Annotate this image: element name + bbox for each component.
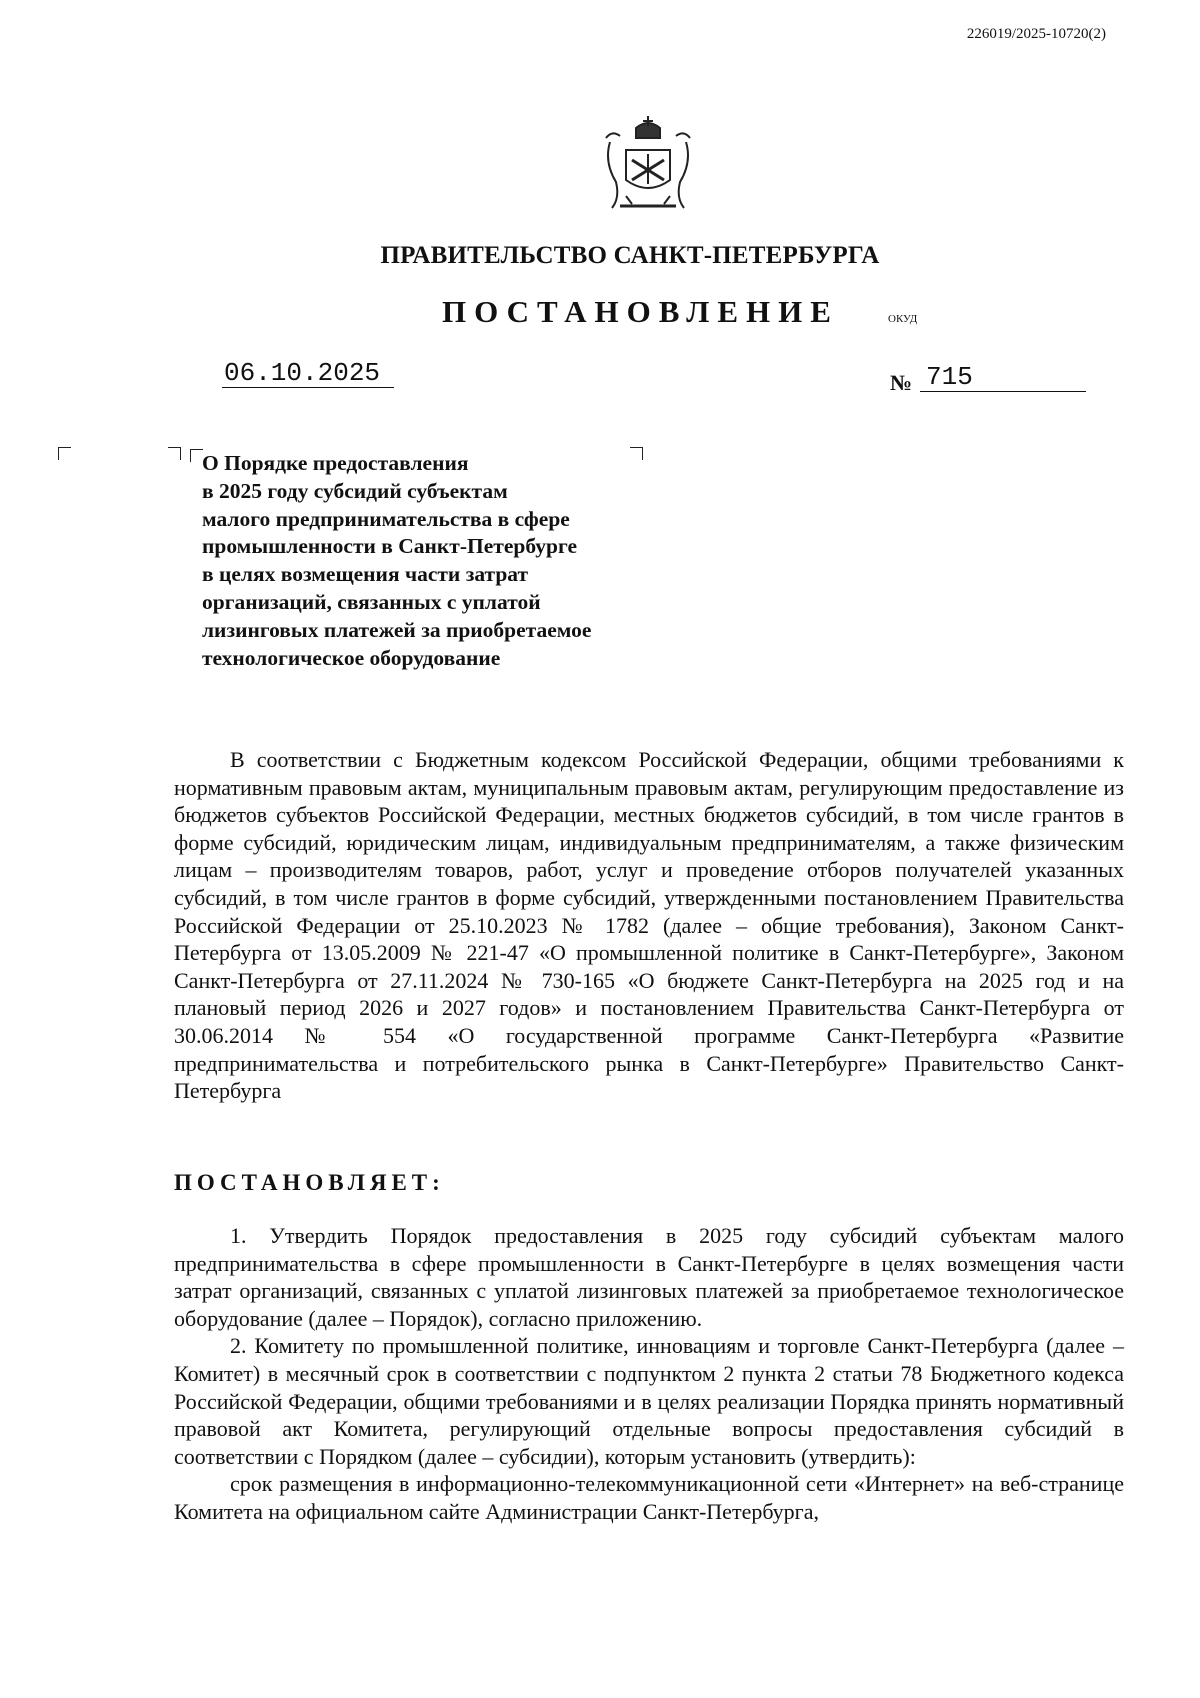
corner-mark — [58, 447, 71, 460]
title-line: лизинговых платежей за приобретаемое — [202, 617, 592, 642]
decree-items — [174, 1222, 1124, 1526]
title-line: технологическое оборудование — [202, 645, 501, 670]
title-line: в целях возмещения части затрат — [202, 562, 529, 587]
document-registration-number: 226019/2025-10720(2) — [966, 26, 1106, 42]
decree-title — [202, 450, 591, 672]
decree-date: 06.10.2025 — [222, 360, 394, 388]
okud-label: ОКУД — [888, 313, 918, 325]
decree-number: 715 — [920, 364, 1086, 392]
corner-mark — [168, 447, 181, 460]
title-line: в 2025 году субсидий субъектам — [202, 478, 508, 503]
title-line: О Порядке предоставления — [202, 451, 469, 475]
coat-of-arms-emblem — [596, 110, 700, 214]
title-line: промышленности в Санкт-Петербурге — [202, 534, 578, 559]
preamble-block — [174, 746, 1124, 1105]
decree-item-2: 2. Комитету по промышленной политике, инновациям и торговле Санкт-Петербурга (далее – Комитет) в месячный срок в соответствии с подпунктом 2 пункта 2 статьи 78 Бюджетного кодекса Российской Федерации, общими требованиями и в целях реализации Порядка принять нормативный правовой акт Комитета, регулирующий отдельные вопросы предоставления субсидий в соответствии с Порядком (далее – субсидии), которым установить (утвердить): — [174, 1333, 1124, 1469]
preamble-paragraph: В соответствии с Бюджетным кодексом Российской Федерации, общими требованиями к нормативным правовым актам, муниципальным правовым актам, регулирующим предоставление из бюджетов субъектов Российской Федерации, местных бюджетов субсидий, в том числе грантов в форме субсидий, юридическим лицам, индивидуальным предпринимателям, а также физическим лицам – производителям товаров, работ, услуг и проведение отборов получателей указанных субсидий, в том числе грантов в форме субсидий, утвержденными постановлением Правительства Российской Федерации от 25.10.2023 № 1782 (далее – общие требования), Законом Санкт-Петербурга от 13.05.2009 № 221-47 «О промышленной политике в Санкт-Петербурге», Законом Санкт-Петербурга от 27.11.2024 № 730-165 «О бюджете Санкт-Петербурга на 2025 год и на плановый период 2026 и 2027 годов» и постановлением Правительства Санкт-Петербурга от 30.06.2014 № 554 «О государственной программе Санкт-Петербурга «Развитие предпринимательства и потребительского рынка в Санкт-Петербурге» Правительство Санкт-Петербурга — [174, 747, 1124, 1104]
corner-mark — [630, 447, 643, 460]
number-label: № — [890, 370, 913, 395]
decree-item-1: 1. Утвердить Порядок предоставления в 2025 году субсидий субъектам малого предпринимательства в сфере промышленности в Санкт-Петербурге в целях возмещения части затрат организаций, связанных с уплатой лизинговых платежей за приобретаемое технологическое оборудование (далее – Порядок), согласно приложению. — [174, 1223, 1124, 1331]
title-line: организаций, связанных с уплатой — [202, 589, 541, 614]
decree-item-2-subitem: срок размещения в информационно-телекоммуникационной сети «Интернет» на веб-странице Комитета на официальном сайте Администрации Санкт-Петербурга, — [174, 1471, 1124, 1524]
government-heading: ПРАВИТЕЛЬСТВО САНКТ-ПЕТЕРБУРГА — [380, 242, 880, 269]
title-line: малого предпринимательства в сфере — [202, 506, 570, 531]
resolves-heading: ПОСТАНОВЛЯЕТ: — [174, 1170, 445, 1195]
decree-heading: ПОСТАНОВЛЕНИЕ — [442, 294, 839, 329]
